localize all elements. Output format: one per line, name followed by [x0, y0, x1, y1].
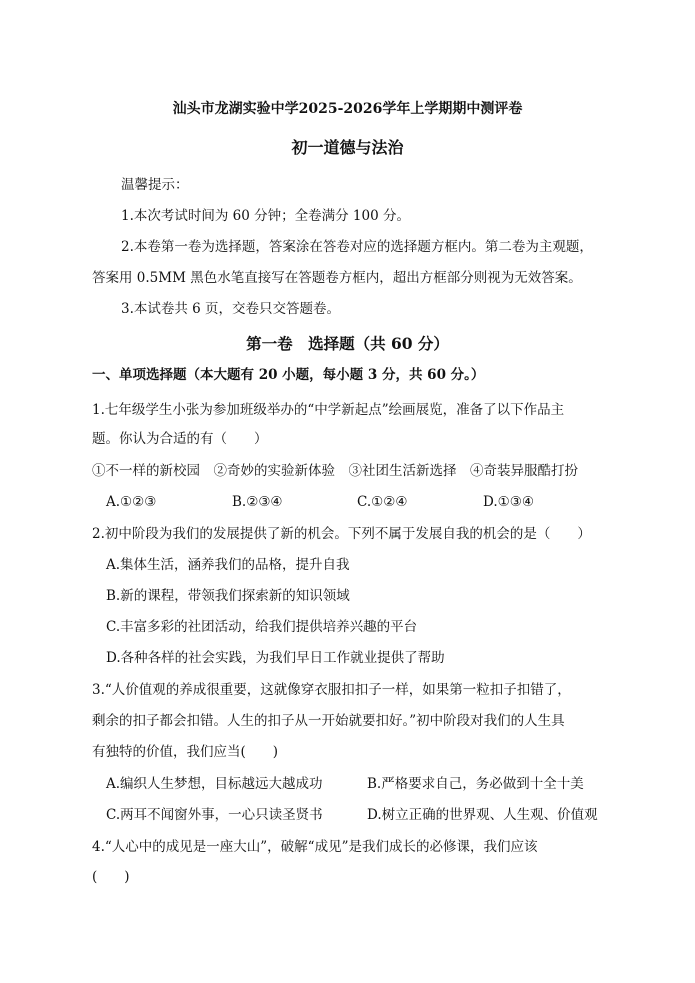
- question-1-stem-cont: 题。你认为合适的有（ ）: [92, 431, 268, 447]
- question-2-option-d: D.各种各样的社会实践，为我们早日工作就业提供了帮助: [106, 650, 445, 666]
- question-2-option-a: A.集体生活，涵养我们的品格，提升自我: [106, 557, 350, 573]
- question-1-option-c: C.①②④: [357, 494, 408, 510]
- notice-item-3: 3.本试卷共 6 页，交卷只交答题卷。: [121, 301, 341, 317]
- question-3-stem-cont-2: 有独特的价值，我们应当( ): [92, 744, 279, 760]
- question-1-option-b: B.②③④: [232, 494, 283, 510]
- exam-title: 汕头市龙湖实验中学2025-2026学年上学期期中测评卷: [172, 101, 523, 117]
- section-title: 第一卷 选择题（共 60 分）: [246, 334, 449, 353]
- question-4-stem: 4.“人心中的成见是一座大山”，破解“成见”是我们成长的必修课，我们应该: [92, 839, 538, 855]
- question-3-option-a: A.编织人生梦想，目标越远大越成功: [106, 776, 323, 792]
- notice-heading: 温馨提示：: [121, 177, 189, 193]
- question-1-option-d: D.①③④: [483, 494, 534, 510]
- notice-item-1: 1.本次考试时间为 60 分钟；全卷满分 100 分。: [121, 208, 410, 224]
- part-heading: 一、单项选择题（本大题有 20 小题，每小题 3 分，共 60 分。）: [92, 367, 485, 383]
- question-4-stem-cont: ( ): [92, 869, 130, 885]
- question-1-option-a: A.①②③: [106, 494, 157, 510]
- question-1-stem: 1.七年级学生小张为参加班级举办的“中学新起点”绘画展览，准备了以下作品主: [92, 402, 565, 418]
- question-2-stem: 2.初中阶段为我们的发展提供了新的机会。下列不属于发展自我的机会的是（ ）: [92, 526, 591, 542]
- question-3-stem: 3.“人价值观的养成很重要，这就像穿衣服扣扣子一样，如果第一粒扣子扣错了，: [92, 682, 571, 698]
- exam-subject: 初一道德与法治: [291, 138, 404, 157]
- question-3-option-c: C.两耳不闻窗外事，一心只读圣贤书: [106, 807, 323, 823]
- question-3-option-b: B.严格要求自己，务必做到十全十美: [367, 776, 584, 792]
- notice-item-2-cont: 答案用 0.5MM 黑色水笔直接写在答题卷方框内，超出方框部分则视为无效答案。: [92, 270, 582, 286]
- question-3-stem-cont-1: 剩余的扣子都会扣错。人生的扣子从一开始就要扣好。”初中阶段对我们的人生具: [92, 713, 565, 729]
- question-2-option-b: B.新的课程，带领我们探索新的知识领域: [106, 588, 350, 604]
- question-2-option-c: C.丰富多彩的社团活动，给我们提供培养兴趣的平台: [106, 619, 418, 635]
- question-1-items: ①不一样的新校园 ②奇妙的实验新体验 ③社团生活新选择 ④奇装异服酷打扮: [92, 463, 578, 479]
- notice-item-2: 2.本卷第一卷为选择题，答案涂在答卷对应的选择题方框内。第二卷为主观题，: [121, 239, 593, 255]
- question-3-option-d: D.树立正确的世界观、人生观、价值观: [367, 807, 598, 823]
